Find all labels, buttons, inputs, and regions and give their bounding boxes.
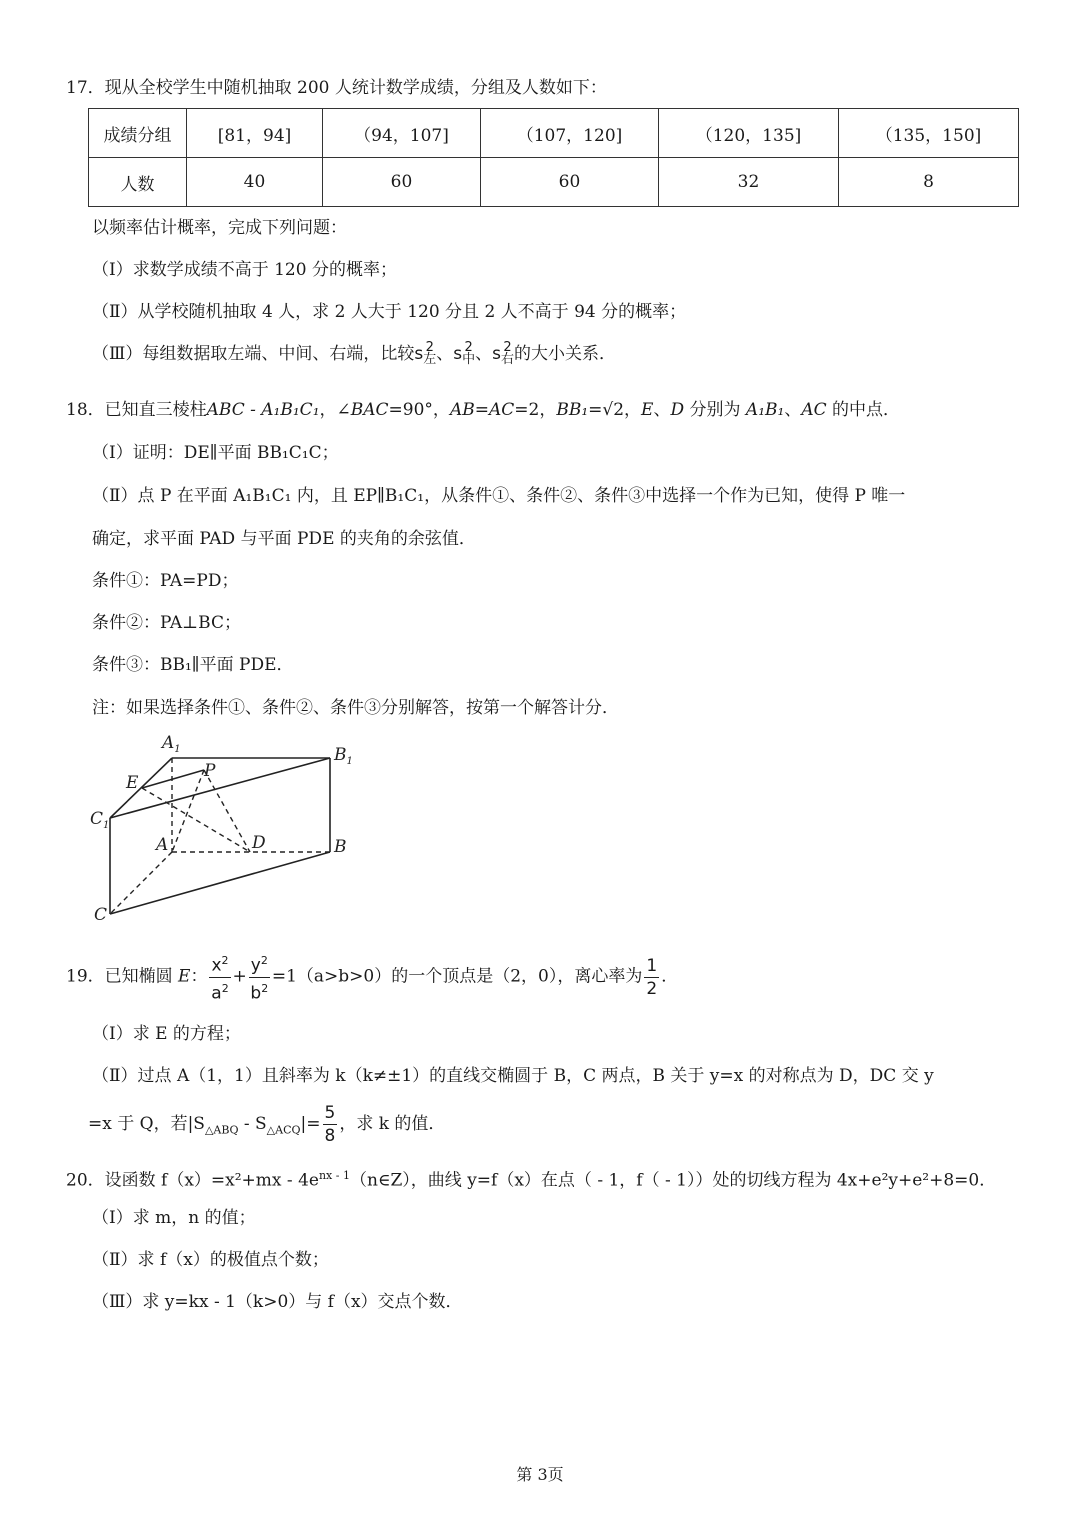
table-cell: （94，107] [323,109,481,158]
table-row [89,158,1019,207]
table-cell: （120，135] [659,109,839,158]
q19-part1: （Ⅰ）求 E 的方程； [92,1024,241,1044]
label-c: C [94,905,108,925]
table-cell: 40 [187,158,323,207]
q18-note: 注：如果选择条件①、条件②、条件③分别解答，按第一个解答计分． [92,698,619,718]
s-left: s 2 左 [414,340,437,367]
edge-cb [110,852,330,914]
q18-condition1: 条件①：PA=PD； [92,571,239,591]
q20-part3: （Ⅲ）求 y=kx - 1（k>0）与 f（x）交点个数． [92,1292,463,1312]
table-header-cell: 成绩分组 [89,109,187,158]
q17-part1: （Ⅰ）求数学成绩不高于 120 分的概率； [92,260,397,280]
table-cell: [81，94] [187,109,323,158]
q17-intro: 17．现从全校学生中随机抽取 200 人统计数学成绩，分组及人数如下： [66,78,607,98]
q20-title: 20．设函数 $f(x)=x^2+mx - 4e^{nx - 1}(n\in Z)$，曲线 y=f（x）在点（ - 1，f（ - 1））处的切线方程为 4x+e²y+e²+8=0． [66,1169,997,1191]
score-table [88,108,1019,207]
q20-part1: （Ⅰ）求 m，n 的值； [92,1208,256,1228]
label-e: E [126,773,139,793]
label-b1: $B_1$ [334,745,353,767]
q18-condition3: 条件③：BB₁∥平面 PDE． [92,655,294,675]
label-b: B [334,837,347,857]
q17-part3-prefix: （Ⅲ）每组数据取左端、中间、右端，比较 [92,344,415,364]
table-cell: 60 [481,158,659,207]
label-c1: $C_1$ [90,809,110,831]
table-cell: 60 [323,158,481,207]
label-d: D [252,833,266,853]
table-cell: （107，120] [481,109,659,158]
q19-title: 19．已知椭圆 E： $\frac{x^2}{a^2}$ + $\frac{y^2}{b^2}$ =1（a>b>0）的一个顶点是（2，0），离心率为 $\frac{1}{2}$ ． [66,950,678,1004]
label-a: A [156,835,169,855]
q18-part1: （Ⅰ）证明：DE∥平面 BB₁C₁C； [92,443,339,463]
s-mid: s 2 中 [453,340,476,367]
prism-figure [80,728,380,928]
q18-part2-line2: 确定，求平面 PAD 与平面 PDE 的夹角的余弦值． [92,529,476,549]
q17-part3-suffix: 的大小关系． [514,344,617,364]
table-header-cell: 人数 [89,158,187,207]
q18-part2-line1: （Ⅱ）点 P 在平面 A₁B₁C₁ 内，且 EP∥B₁C₁，从条件①、条件②、条件③中选择一个作为已知，使得 P 唯一 [92,486,906,506]
q19-part2-line1: （Ⅱ）过点 A（1，1）且斜率为 k（k≠±1）的直线交椭圆于 B，C 两点，B 关于 y=x 的对称点为 D，DC 交 y [92,1066,934,1086]
q17-note: 以频率估计概率，完成下列问题： [92,218,347,238]
q17-part3: （Ⅲ）每组数据取左端、中间、右端，比较s 2 左 、s 2 中 、s 2 右 的大小关系． [92,340,617,367]
table-cell: 8 [839,158,1019,207]
page-number: 第 3页 [516,1465,564,1484]
s-right: s 2 右 [492,340,515,367]
table-cell: 32 [659,158,839,207]
q20-part2: （Ⅱ）求 f（x）的极值点个数； [92,1250,329,1270]
q18-condition2: 条件②：PA⊥BC； [92,613,241,633]
q18-title: 18．已知直三棱柱ABC - A₁B₁C₁，∠BAC=90°，AB=AC=2，BB₁=√2，E、D 分别为 A₁B₁、AC 的中点． [66,400,901,420]
label-p: P [204,761,216,781]
table-cell: （135，150] [839,109,1019,158]
q17-part2: （Ⅱ）从学校随机抽取 4 人，求 2 人大于 120 分且 2 人不高于 94 分的概率； [92,302,687,322]
label-a1: $A_1$ [162,733,181,755]
segment-pa [172,770,204,852]
q19-part2-line2: =x 于 Q，若$|S_{\triangle ABQ} - S_{\triangle ACQ}|=$ $\frac{5}{8}$ ，求 k 的值． [88,1103,446,1146]
table-row [89,109,1019,158]
